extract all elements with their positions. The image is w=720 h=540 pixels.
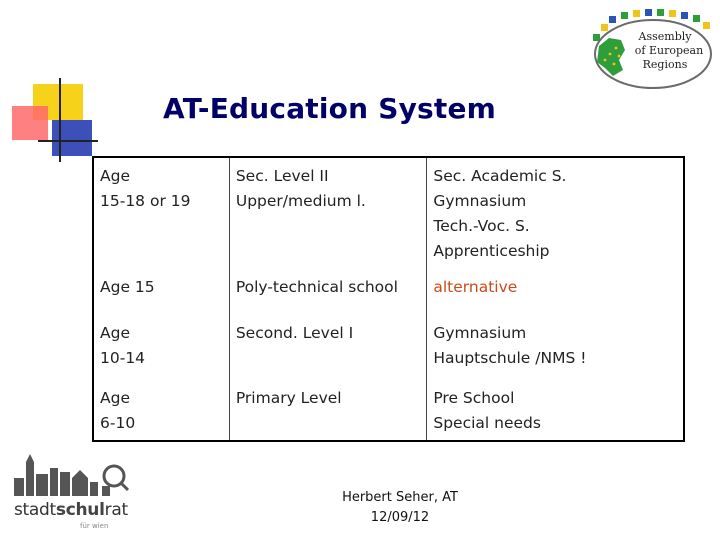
- alternative-link[interactable]: alternative: [433, 278, 518, 296]
- schools-cell: [427, 269, 684, 315]
- education-table: [92, 156, 685, 442]
- aer-line3: Regions: [642, 58, 688, 71]
- table-row: [93, 157, 684, 269]
- age-cell: Age 6-10: [93, 380, 229, 441]
- age-cell: Age 15: [93, 269, 229, 315]
- schools-cell: Sec. Academic S. Gymnasium Tech.-Voc. S. Apprenticeship: [433, 167, 567, 260]
- aer-logo: [583, 8, 715, 96]
- footer-date: 12/09/12: [370, 510, 430, 525]
- deco-blue-square: [52, 120, 92, 156]
- table-row: [93, 315, 684, 380]
- aer-line2: of European: [634, 44, 704, 57]
- age-cell: Age 15-18 or 19: [93, 157, 229, 269]
- stadtschulrat-logo: [10, 452, 130, 538]
- aer-line1: Assembly: [638, 30, 692, 43]
- deco-horizontal-line: [38, 140, 98, 142]
- age-cell: Age 10-14: [93, 315, 229, 380]
- footer-author: Herbert Seher, AT: [342, 490, 458, 505]
- slide-footer: [330, 488, 470, 528]
- schools-cell: Gymnasium Hauptschule /NMS !: [433, 324, 587, 367]
- stadtschulrat-wordmark: stadtschulrat: [14, 500, 128, 520]
- deco-red-square: [12, 106, 48, 140]
- schools-cell: Pre School Special needs: [433, 389, 541, 432]
- city-skyline-icon: [14, 454, 128, 496]
- stadtschulrat-subtitle: für wien: [80, 522, 109, 530]
- level-cell: Second. Level I: [229, 315, 427, 380]
- deco-vertical-line: [59, 78, 61, 162]
- slide-title: AT-Education System: [163, 92, 497, 125]
- level-cell: Primary Level: [229, 380, 427, 441]
- table-row: [93, 380, 684, 441]
- table-row: [93, 269, 684, 315]
- level-cell: Sec. Level II Upper/medium l.: [229, 157, 427, 269]
- level-cell: Poly-technical school: [229, 269, 427, 315]
